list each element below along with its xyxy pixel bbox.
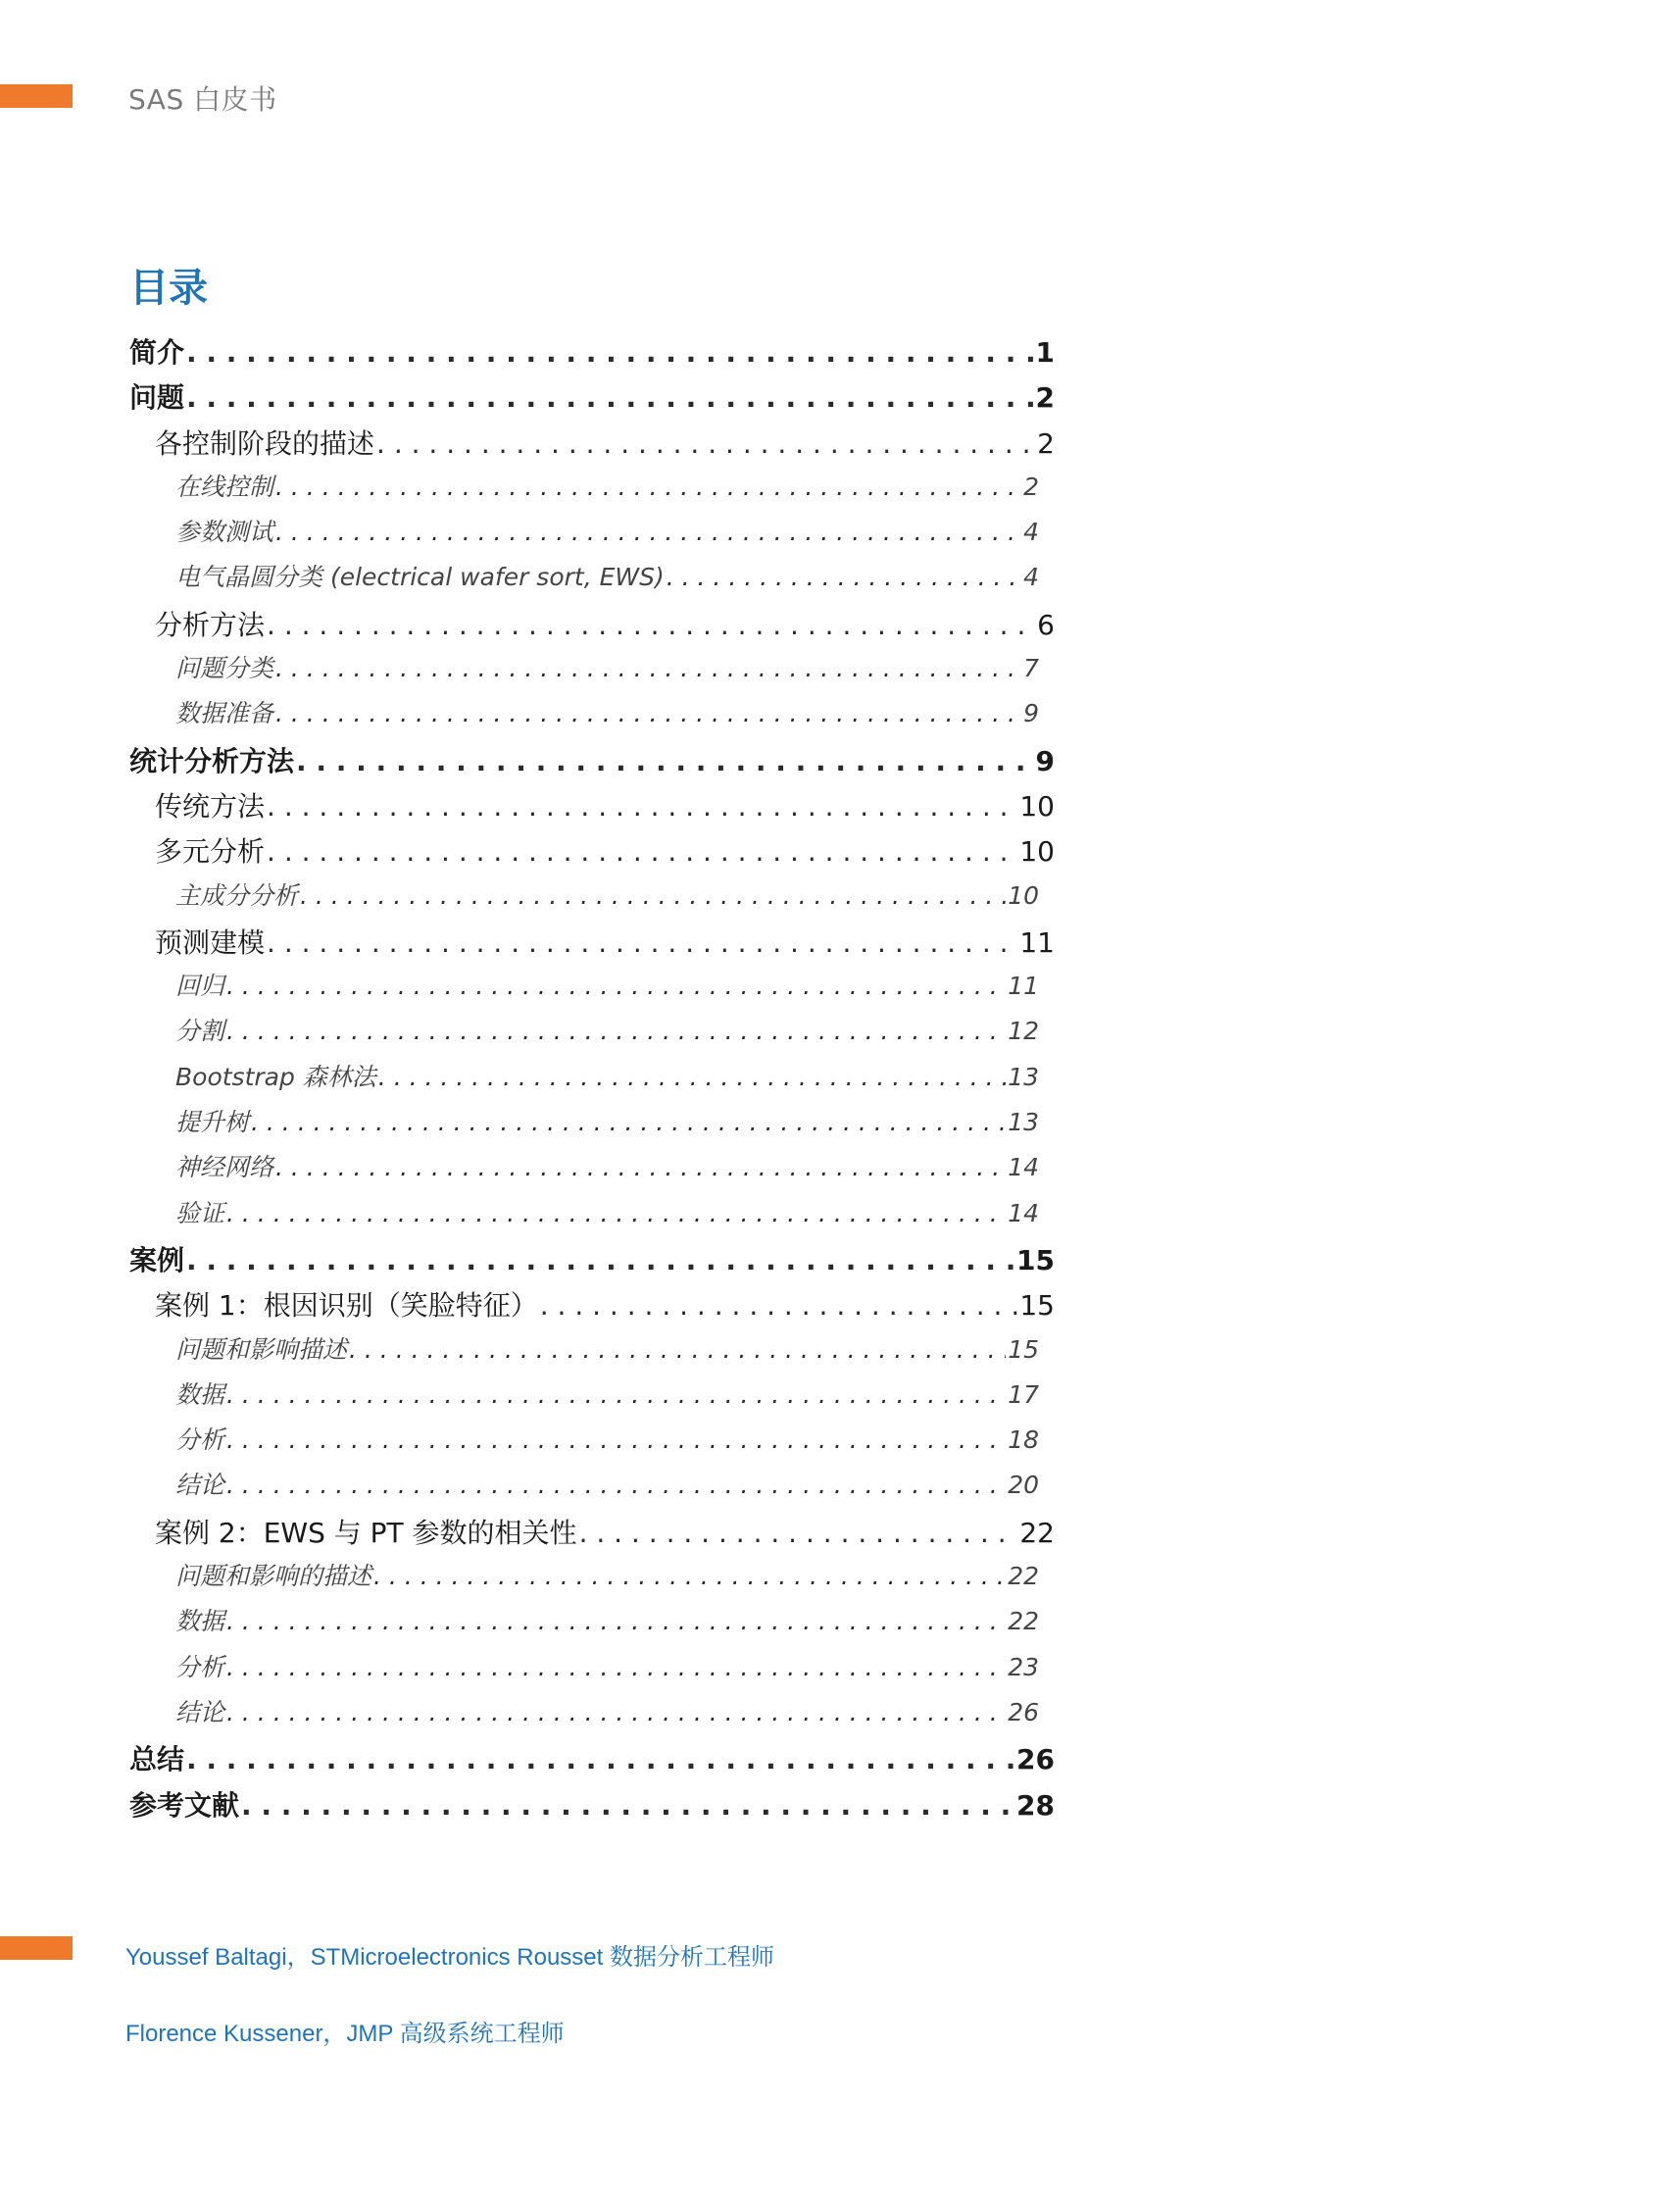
- toc-entry[interactable]: [129, 649, 1055, 694]
- toc-entry-label: 预测建模: [155, 925, 266, 959]
- toc-leader-dots: [667, 563, 1021, 591]
- toc-entry[interactable]: [129, 1738, 1055, 1783]
- toc-entry[interactable]: [129, 1330, 1055, 1375]
- toc-entry-label: 结论: [175, 1697, 225, 1726]
- toc-leader-dots: [275, 518, 1021, 546]
- toc-entry[interactable]: [129, 1557, 1055, 1602]
- toc-leader-dots: [267, 835, 1017, 868]
- toc-entry-label: 提升树: [175, 1108, 250, 1137]
- toc-entry[interactable]: [129, 1421, 1055, 1466]
- toc-entry-page: 4: [1023, 518, 1039, 547]
- toc-entry-label: 各控制阶段的描述: [155, 426, 375, 460]
- toc-leader-dots: [226, 1698, 1006, 1726]
- toc-entry-page: 22: [1019, 1516, 1055, 1549]
- toc-leader-dots: [296, 745, 1034, 777]
- toc-entry[interactable]: [129, 1512, 1055, 1557]
- toc-entry-page: 26: [1016, 1743, 1055, 1776]
- toc-entry[interactable]: [129, 922, 1055, 967]
- toc-leader-dots: [275, 1153, 1006, 1181]
- toc-entry[interactable]: [129, 468, 1055, 513]
- toc-entry-label: 参数测试: [175, 518, 274, 547]
- toc-leader-dots: [579, 1517, 1018, 1549]
- toc-leader-dots: [226, 1199, 1006, 1227]
- toc-entry-page: 10: [1019, 835, 1055, 869]
- toc-entry-page: 17: [1008, 1379, 1039, 1409]
- toc-entry-label: 神经网络: [175, 1153, 274, 1182]
- toc-entry-label: 分析方法: [155, 608, 266, 641]
- toc-entry-label: 案例: [129, 1243, 185, 1276]
- toc-entry[interactable]: [129, 876, 1055, 922]
- toc-leader-dots: [349, 1335, 1006, 1364]
- toc-entry[interactable]: [129, 1239, 1055, 1284]
- toc-entry[interactable]: [129, 1103, 1055, 1148]
- toc-entry-page: 28: [1016, 1788, 1055, 1822]
- toc-entry-page: 23: [1008, 1652, 1039, 1681]
- toc-leader-dots: [226, 1017, 1006, 1045]
- toc-entry-page: 13: [1008, 1062, 1039, 1091]
- toc-entry[interactable]: [129, 604, 1055, 649]
- toc-entry[interactable]: [129, 1284, 1055, 1329]
- toc-entry[interactable]: [129, 740, 1055, 785]
- toc-leader-dots: [275, 699, 1021, 727]
- toc-entry-label: 电气晶圆分类 (electrical wafer sort, EWS): [175, 563, 665, 592]
- toc-entry[interactable]: [129, 967, 1055, 1012]
- toc-entry-page: 9: [1023, 699, 1039, 728]
- toc-entry-page: 15: [1008, 1334, 1039, 1364]
- toc-entry[interactable]: [129, 513, 1055, 558]
- toc-entry-page: 1: [1035, 336, 1055, 369]
- toc-entry-page: 13: [1008, 1108, 1039, 1137]
- toc-entry[interactable]: [129, 331, 1055, 376]
- toc-entry-label: 分析: [175, 1652, 225, 1681]
- toc-entry[interactable]: [129, 1375, 1055, 1421]
- toc-entry[interactable]: [129, 558, 1055, 603]
- toc-entry-label: 验证: [175, 1198, 225, 1227]
- toc-leader-dots: [251, 1108, 1006, 1136]
- toc-leader-dots: [376, 427, 1035, 460]
- toc-entry-page: 11: [1008, 972, 1039, 1001]
- toc-leader-dots: [267, 926, 1017, 959]
- toc-entry-page: 2: [1023, 472, 1039, 501]
- toc-entry-label: 数据: [175, 1607, 225, 1636]
- toc-entry-page: 26: [1008, 1697, 1039, 1726]
- toc-entry[interactable]: [129, 423, 1055, 468]
- toc-entry[interactable]: [129, 830, 1055, 875]
- toc-entry-label: 案例 1：根因识别（笑脸特征）: [155, 1289, 538, 1323]
- toc-leader-dots: [300, 881, 1006, 910]
- toc-leader-dots: [275, 654, 1021, 682]
- toc-leader-dots: [275, 473, 1021, 501]
- toc-leader-dots: [226, 1380, 1006, 1409]
- toc-entry-page: 2: [1037, 426, 1055, 460]
- toc-entry-label: 分析: [175, 1425, 225, 1455]
- toc-entry-page: 12: [1008, 1017, 1039, 1046]
- toc-entry-label: 问题和影响描述: [175, 1334, 348, 1364]
- toc-entry-label: 数据: [175, 1379, 225, 1409]
- toc-entry-label: 问题分类: [175, 654, 274, 683]
- toc-leader-dots: [186, 381, 1034, 414]
- toc-entry-label: 分割: [175, 1017, 225, 1046]
- toc-entry-label: 案例 2：EWS 与 PT 参数的相关性: [155, 1516, 577, 1549]
- header-label: SAS 白皮书: [128, 83, 277, 116]
- toc-entry-page: 15: [1019, 1289, 1055, 1323]
- toc-entry-label: 参考文献: [129, 1788, 240, 1822]
- toc-leader-dots: [186, 1244, 1014, 1276]
- toc-leader-dots: [226, 1471, 1006, 1499]
- toc-entry-page: 10: [1008, 880, 1039, 910]
- toc-leader-dots: [378, 1063, 1006, 1091]
- toc-entry-label: 简介: [129, 336, 185, 369]
- toc-entry-page: 20: [1008, 1471, 1039, 1500]
- toc-entry-page: 22: [1008, 1607, 1039, 1636]
- toc-leader-dots: [226, 1653, 1006, 1681]
- toc-entry[interactable]: [129, 785, 1055, 830]
- toc-entry-label: 结论: [175, 1471, 225, 1500]
- toc-leader-dots: [226, 972, 1006, 1000]
- toc-entry[interactable]: [129, 1012, 1055, 1057]
- toc-entry-page: 7: [1023, 654, 1039, 683]
- toc-leader-dots: [267, 609, 1035, 641]
- toc-entry[interactable]: [129, 1148, 1055, 1193]
- toc-leader-dots: [226, 1607, 1006, 1635]
- toc-leader-dots: [540, 1289, 1018, 1322]
- author-1: Youssef Baltagi，STMicroelectronics Rousset 数据分析工程师: [125, 1944, 774, 1971]
- toc-entry-label: 总结: [129, 1743, 185, 1776]
- toc-entry-label: 问题和影响的描述: [175, 1562, 372, 1591]
- toc-entry-label: 问题: [129, 381, 185, 415]
- author-accent-bar: [0, 1936, 73, 1960]
- toc-entry[interactable]: [129, 1648, 1055, 1693]
- toc-leader-dots: [226, 1425, 1006, 1454]
- toc-entry-label: 数据准备: [175, 699, 274, 728]
- toc-leader-dots: [241, 1789, 1014, 1822]
- toc-entry[interactable]: [129, 1466, 1055, 1511]
- toc-entry-label: 多元分析: [155, 835, 266, 869]
- toc-entry-label: 主成分分析: [175, 880, 299, 910]
- toc-entry-label: 回归: [175, 972, 225, 1001]
- toc-entry-page: 2: [1035, 381, 1055, 415]
- toc-entry-page: 15: [1016, 1243, 1055, 1276]
- toc-entry-page: 22: [1008, 1562, 1039, 1591]
- header-accent-bar: [0, 84, 73, 108]
- toc-entry[interactable]: [129, 1693, 1055, 1738]
- toc-entry-label: 统计分析方法: [129, 744, 295, 777]
- toc-entry-label: 在线控制: [175, 472, 274, 501]
- toc-title: 目录: [129, 266, 208, 311]
- toc-entry-page: 18: [1008, 1425, 1039, 1455]
- toc-entry[interactable]: [129, 1058, 1055, 1103]
- toc-leader-dots: [186, 1743, 1014, 1775]
- table-of-contents: [129, 331, 1055, 1829]
- toc-entry[interactable]: [129, 1784, 1055, 1829]
- toc-entry[interactable]: [129, 1194, 1055, 1239]
- toc-entry-page: 11: [1019, 925, 1055, 959]
- toc-leader-dots: [373, 1562, 1006, 1590]
- toc-entry-label: Bootstrap 森林法: [175, 1062, 376, 1091]
- toc-entry-page: 10: [1019, 789, 1055, 823]
- author-2: Florence Kussener，JMP 高级系统工程师: [125, 2021, 565, 2047]
- toc-entry-page: 4: [1023, 563, 1039, 592]
- toc-entry[interactable]: [129, 694, 1055, 739]
- toc-leader-dots: [267, 790, 1017, 823]
- toc-leader-dots: [186, 336, 1034, 369]
- toc-entry[interactable]: [129, 376, 1055, 422]
- toc-entry-page: 14: [1008, 1153, 1039, 1182]
- toc-entry[interactable]: [129, 1602, 1055, 1647]
- toc-entry-page: 9: [1035, 744, 1055, 777]
- toc-entry-page: 14: [1008, 1198, 1039, 1227]
- toc-entry-page: 6: [1037, 608, 1055, 641]
- toc-entry-label: 传统方法: [155, 789, 266, 823]
